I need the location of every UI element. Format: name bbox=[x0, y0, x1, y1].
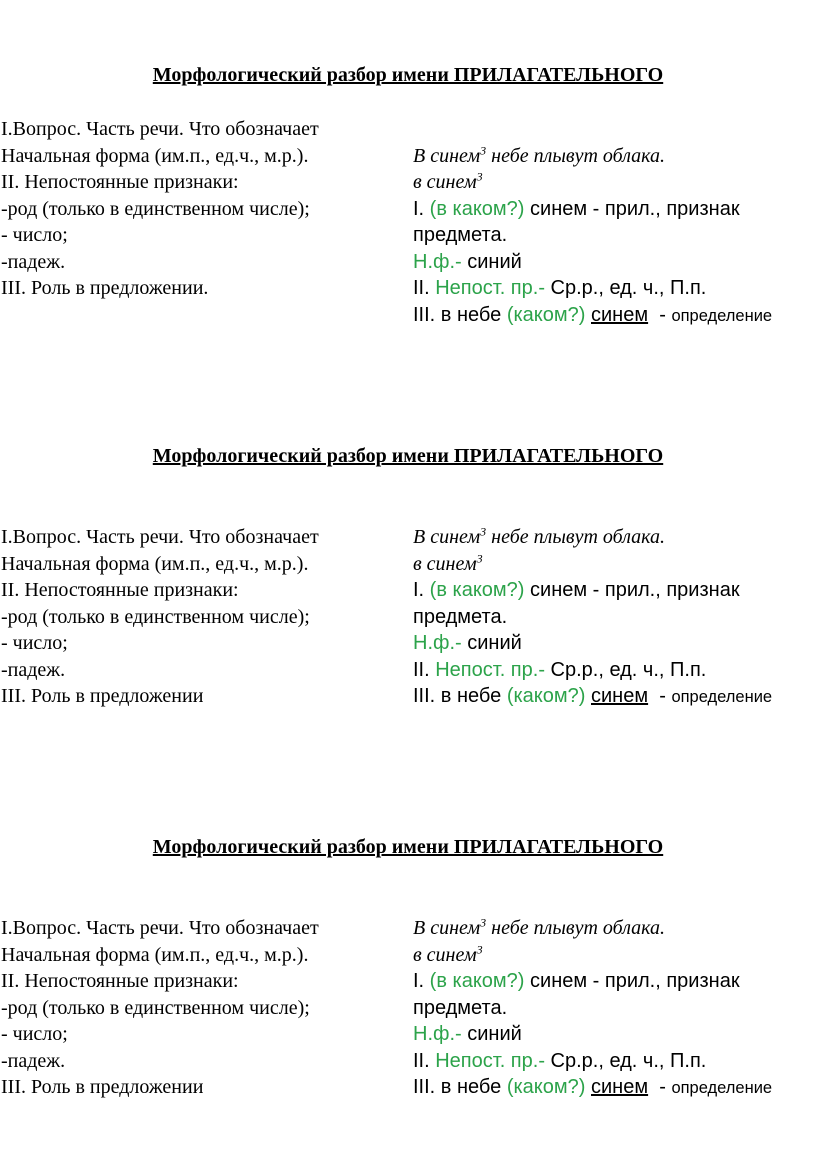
analysis-line: I. (в каком?) синем - прил., признак bbox=[413, 970, 740, 992]
block-title: Морфологический разбор имени ПРИЛАГАТЕЛЬНОГО bbox=[152, 445, 664, 467]
analysis-line: I. (в каком?) синем - прил., признак bbox=[413, 579, 740, 601]
criteria-line: -род (только в единственном числе); bbox=[1, 197, 310, 220]
criteria-line: -падеж. bbox=[1, 658, 66, 681]
criteria-line: III. Роль в предложении bbox=[1, 1076, 204, 1098]
example-sentence: В синем$^3$ небе плывут облака. bbox=[413, 524, 666, 548]
block-title: Морфологический разбор имени ПРИЛАГАТЕЛЬНОГО bbox=[152, 836, 664, 858]
parse-block-3 bbox=[0, 836, 816, 1156]
parse-block-1 bbox=[0, 64, 816, 384]
criteria-list bbox=[1, 524, 319, 710]
analysis-line: предмета. bbox=[413, 605, 508, 628]
criteria-line: Начальная форма (им.п., ед.ч., м.р.). bbox=[1, 943, 309, 966]
example-analysis bbox=[413, 524, 772, 710]
analysis-line: Н.ф.- синий bbox=[413, 1023, 522, 1045]
example-analysis bbox=[413, 143, 772, 329]
criteria-list bbox=[1, 915, 319, 1101]
analysis-line: III. в небе (каком?) синем - определение bbox=[413, 685, 773, 707]
criteria-line: -падеж. bbox=[1, 250, 66, 273]
example-sentence: В синем$^3$ небе плывут облака. bbox=[413, 142, 666, 167]
criteria-line: - число; bbox=[1, 224, 68, 246]
criteria-line: III. Роль в предложении. bbox=[1, 277, 209, 299]
analysis-line: II. Непост. пр.- Ср.р., ед. ч., П.п. bbox=[413, 1049, 707, 1072]
analysis-line: предмета. bbox=[413, 224, 508, 246]
criteria-line: I.Вопрос. Часть речи. Что обозначает bbox=[1, 118, 319, 140]
analysis-line: III. в небе (каком?) синем - определение bbox=[413, 1076, 773, 1098]
analyzed-word: в синем$^3$ bbox=[413, 941, 483, 966]
criteria-line: Начальная форма (им.п., ед.ч., м.р.). bbox=[1, 144, 309, 167]
analysis-line: III. в небе (каком?) синем - определение bbox=[413, 303, 773, 326]
analyzed-word: в синем$^3$ bbox=[413, 550, 483, 575]
criteria-line: II. Непостоянные признаки: bbox=[1, 970, 239, 992]
analyzed-word: в синем$^3$ bbox=[413, 169, 483, 193]
criteria-line: III. Роль в предложении bbox=[1, 685, 204, 707]
criteria-line: - число; bbox=[1, 1023, 68, 1045]
criteria-line: Начальная форма (им.п., ед.ч., м.р.). bbox=[1, 552, 309, 575]
criteria-line: -род (только в единственном числе); bbox=[1, 996, 310, 1019]
criteria-line: I.Вопрос. Часть речи. Что обозначает bbox=[1, 526, 319, 548]
criteria-line: -род (только в единственном числе); bbox=[1, 605, 310, 628]
parse-block-2 bbox=[0, 445, 816, 765]
criteria-line: II. Непостоянные признаки: bbox=[1, 171, 239, 193]
criteria-list bbox=[1, 116, 319, 302]
analysis-line: II. Непост. пр.- Ср.р., ед. ч., П.п. bbox=[413, 658, 707, 681]
analysis-line: предмета. bbox=[413, 996, 508, 1019]
analysis-line: I. (в каком?) синем - прил., признак bbox=[413, 197, 740, 220]
block-title: Морфологический разбор имени ПРИЛАГАТЕЛЬНОГО bbox=[152, 64, 664, 86]
criteria-line: II. Непостоянные признаки: bbox=[1, 579, 239, 601]
analysis-line: Н.ф.- синий bbox=[413, 632, 522, 654]
criteria-line: I.Вопрос. Часть речи. Что обозначает bbox=[1, 917, 319, 939]
analysis-line: II. Непост. пр.- Ср.р., ед. ч., П.п. bbox=[413, 277, 707, 299]
analysis-line: Н.ф.- синий bbox=[413, 250, 522, 273]
example-analysis bbox=[413, 915, 772, 1101]
criteria-line: - число; bbox=[1, 632, 68, 654]
example-sentence: В синем$^3$ небе плывут облака. bbox=[413, 915, 666, 939]
criteria-line: -падеж. bbox=[1, 1049, 66, 1072]
